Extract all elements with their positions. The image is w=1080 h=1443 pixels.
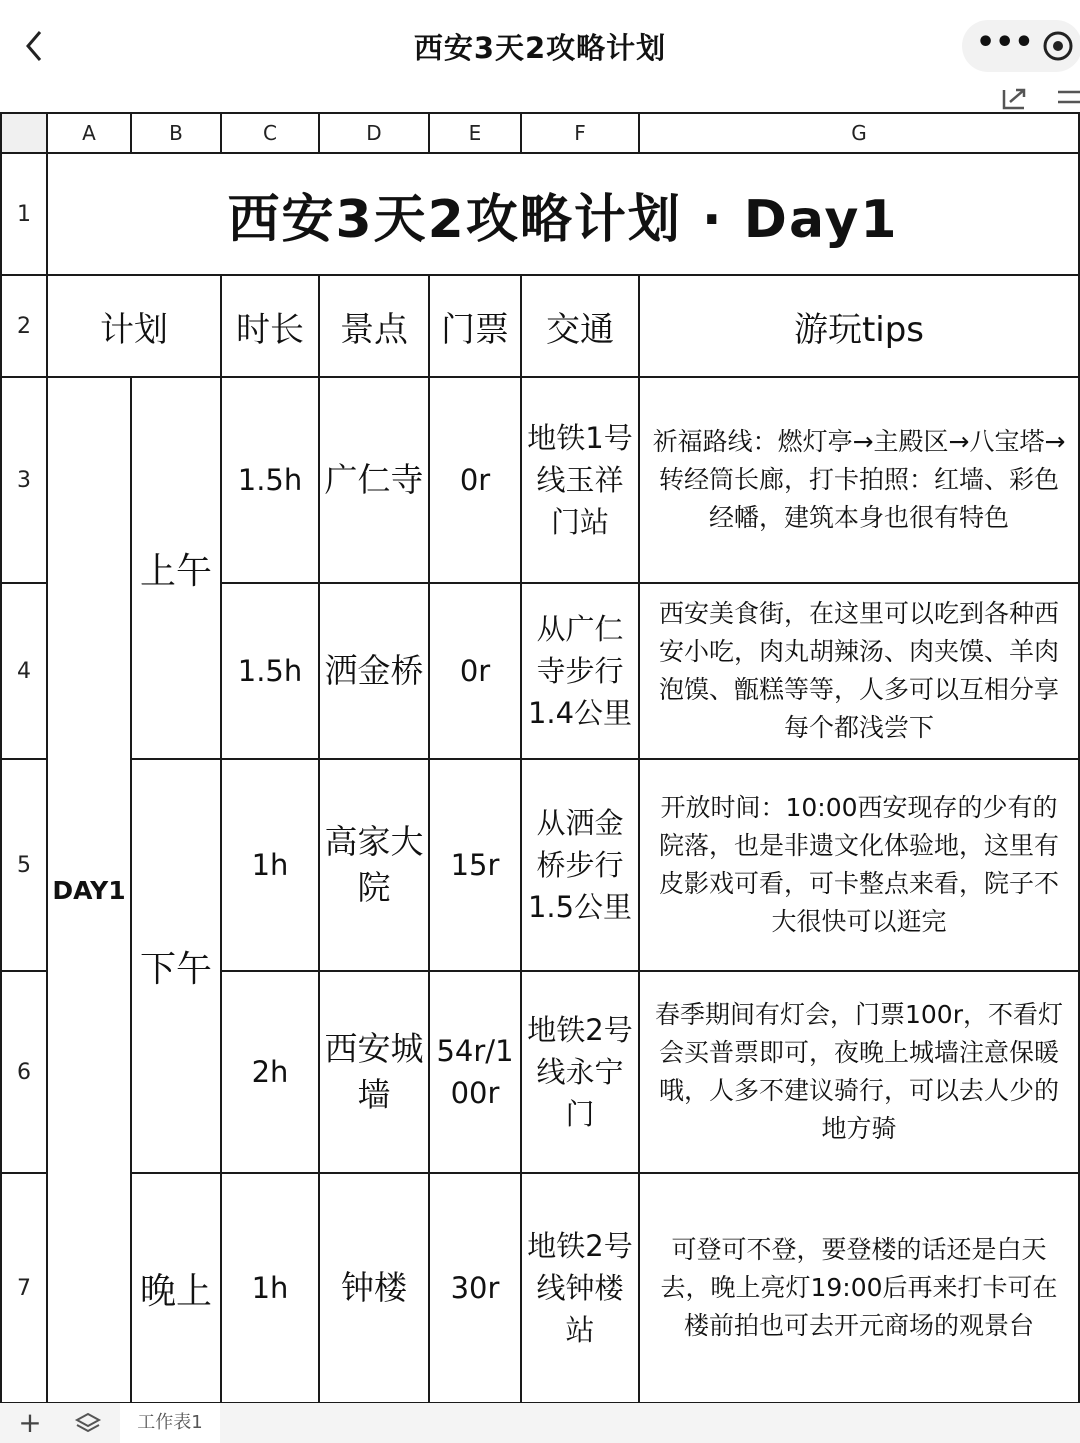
- spot-cell[interactable]: 西安城墙: [320, 972, 430, 1174]
- ticket-cell[interactable]: 0r: [430, 378, 522, 584]
- traffic-cell[interactable]: 地铁1号线玉祥门站: [522, 378, 640, 584]
- traffic-cell[interactable]: 从广仁寺步行1.4公里: [522, 584, 640, 760]
- header-duration[interactable]: 时长: [222, 276, 320, 378]
- day-label-cell[interactable]: DAY1: [48, 378, 132, 1404]
- sheet-tab-1[interactable]: 工作表1: [120, 1403, 220, 1443]
- duration-cell[interactable]: 1.5h: [222, 584, 320, 760]
- row-header-2[interactable]: 2: [2, 276, 48, 378]
- row-header-7[interactable]: 7: [2, 1174, 48, 1404]
- layers-icon: [74, 1411, 102, 1437]
- header-traffic[interactable]: 交通: [522, 276, 640, 378]
- column-header-a[interactable]: A: [48, 114, 132, 154]
- ticket-cell[interactable]: 30r: [430, 1174, 522, 1404]
- add-sheet-button[interactable]: [12, 1405, 48, 1441]
- close-button[interactable]: [1040, 28, 1076, 64]
- more-dots-icon: •••: [976, 25, 1034, 60]
- row-header-3[interactable]: 3: [2, 378, 48, 584]
- header-tips[interactable]: 游玩tips: [640, 276, 1080, 378]
- header-corner[interactable]: [2, 114, 48, 154]
- tips-cell[interactable]: 祈福路线：燃灯亭→主殿区→八宝塔→转经筒长廊，打卡拍照：红墙、彩色经幡，建筑本身也很有特色: [640, 378, 1080, 584]
- sheet-list-button[interactable]: [74, 1411, 102, 1437]
- traffic-cell[interactable]: 从洒金桥步行1.5公里: [522, 760, 640, 972]
- top-bar: [0, 0, 1080, 112]
- ticket-cell[interactable]: 54r/100r: [430, 972, 522, 1174]
- sheet-tab-bar: [0, 1403, 1080, 1443]
- plus-icon: +: [18, 1406, 42, 1439]
- spot-cell[interactable]: 洒金桥: [320, 584, 430, 760]
- menu-icon: [1052, 84, 1080, 112]
- tips-cell[interactable]: 西安美食街，在这里可以吃到各种西安小吃，肉丸胡辣汤、肉夹馍、羊肉泡馍、甑糕等等，人多可以互相分享每个都浅尝下: [640, 584, 1080, 760]
- page-title: 西安3天2攻略计划: [413, 31, 667, 65]
- ticket-cell[interactable]: 15r: [430, 760, 522, 972]
- column-header-e[interactable]: E: [430, 114, 522, 154]
- spot-cell[interactable]: 广仁寺: [320, 378, 430, 584]
- duration-cell[interactable]: 1h: [222, 1174, 320, 1404]
- duration-cell[interactable]: 1h: [222, 760, 320, 972]
- traffic-cell[interactable]: 地铁2号线钟楼站: [522, 1174, 640, 1404]
- period-morning-cell[interactable]: 上午: [132, 378, 222, 760]
- column-header-g[interactable]: G: [640, 114, 1080, 154]
- column-header-c[interactable]: C: [222, 114, 320, 154]
- column-header-b[interactable]: B: [132, 114, 222, 154]
- spot-cell[interactable]: 钟楼: [320, 1174, 430, 1404]
- row-header-4[interactable]: 4: [2, 584, 48, 760]
- tips-cell[interactable]: 开放时间：10:00西安现存的少有的院落，也是非遗文化体验地，这里有皮影戏可看，可卡整点来看，院子不大很快可以逛完: [640, 760, 1080, 972]
- share-button[interactable]: [998, 84, 1030, 112]
- duration-cell[interactable]: 2h: [222, 972, 320, 1174]
- column-header-f[interactable]: F: [522, 114, 640, 154]
- more-button[interactable]: [976, 25, 1034, 62]
- period-afternoon-cell[interactable]: 下午: [132, 760, 222, 1174]
- sheet-title-cell[interactable]: 西安3天2攻略计划 · Day1: [48, 154, 1080, 276]
- column-header-d[interactable]: D: [320, 114, 430, 154]
- row-header-5[interactable]: 5: [2, 760, 48, 972]
- header-plan[interactable]: 计划: [48, 276, 222, 378]
- tips-cell[interactable]: 春季期间有灯会，门票100r，不看灯会买普票即可，夜晚上城墙注意保暖哦，人多不建议骑行，可以去人少的地方骑: [640, 972, 1080, 1174]
- traffic-cell[interactable]: 地铁2号线永宁门: [522, 972, 640, 1174]
- header-spot[interactable]: 景点: [320, 276, 430, 378]
- ticket-cell[interactable]: 0r: [430, 584, 522, 760]
- spot-cell[interactable]: 高家大院: [320, 760, 430, 972]
- row-header-6[interactable]: 6: [2, 972, 48, 1174]
- period-evening-cell[interactable]: 晚上: [132, 1174, 222, 1404]
- target-icon: [1040, 28, 1076, 64]
- tips-cell[interactable]: 可登可不登，要登楼的话还是白天去，晚上亮灯19:00后再来打卡可在楼前拍也可去开元商场的观景台: [640, 1174, 1080, 1404]
- row-header-1[interactable]: 1: [2, 154, 48, 276]
- header-ticket[interactable]: 门票: [430, 276, 522, 378]
- share-icon: [998, 84, 1030, 112]
- menu-button[interactable]: [1052, 84, 1080, 112]
- duration-cell[interactable]: 1.5h: [222, 378, 320, 584]
